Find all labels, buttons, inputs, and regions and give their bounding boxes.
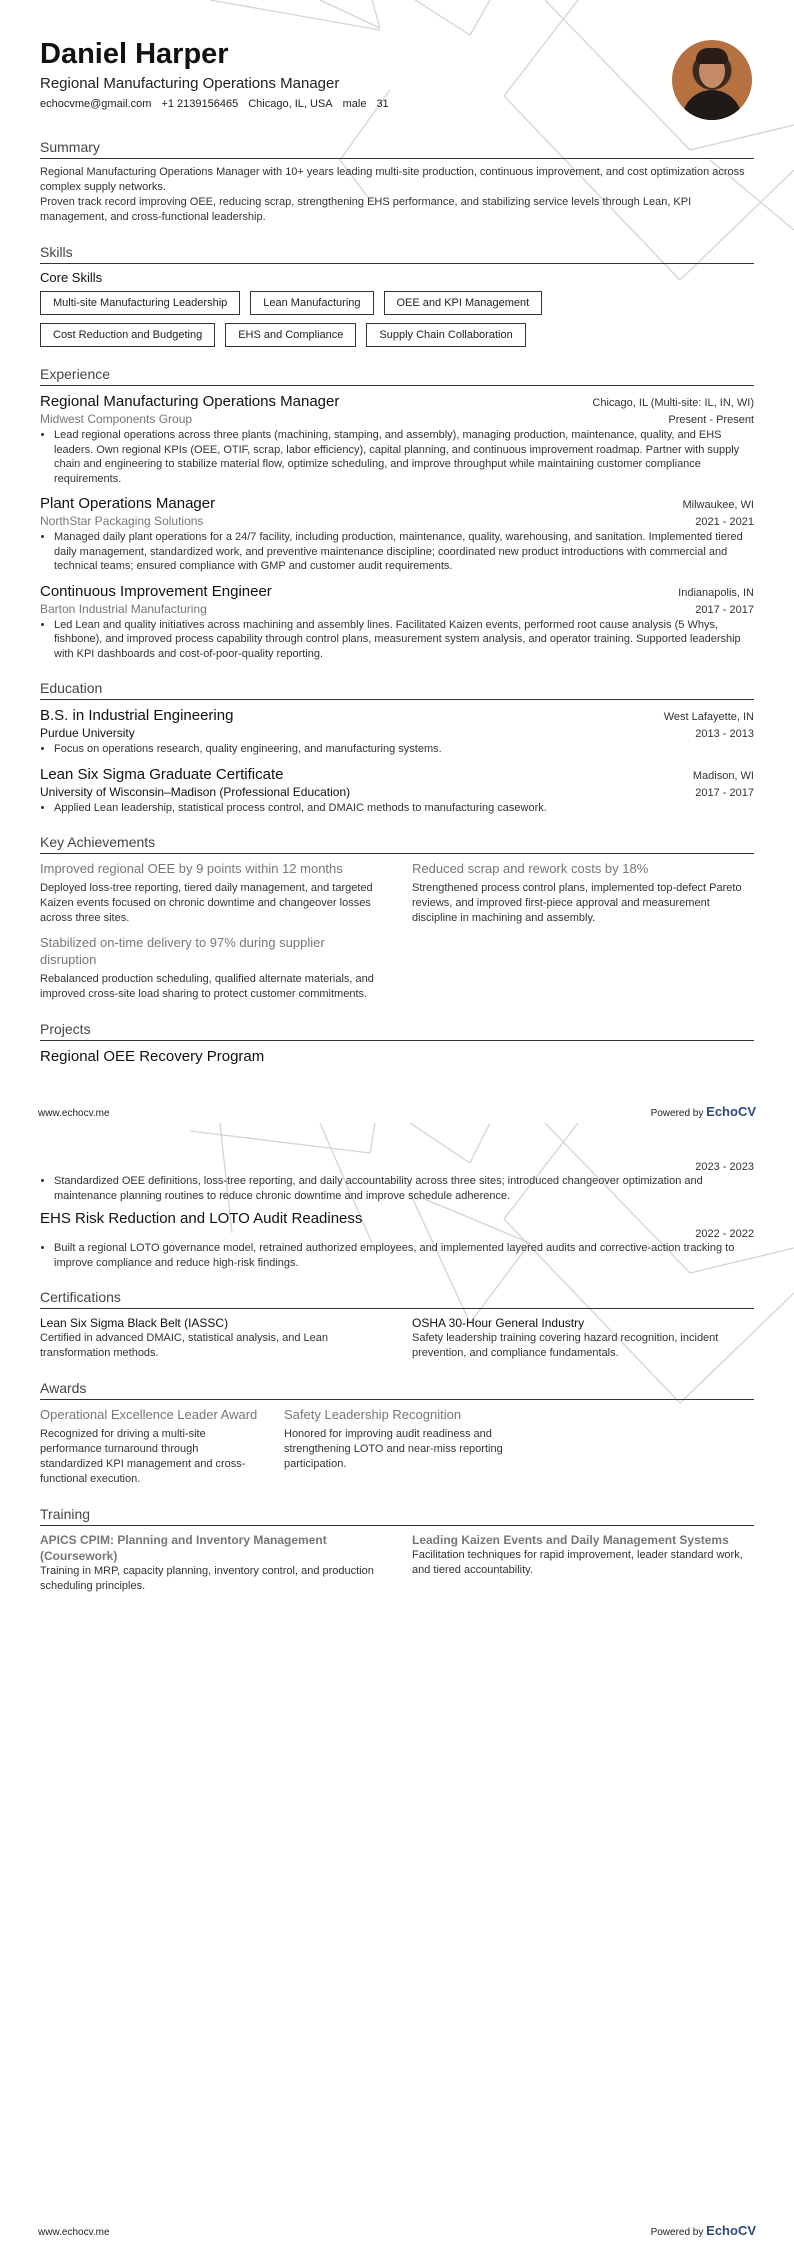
skills-section: [40, 243, 754, 347]
candidate-name: Daniel Harper: [40, 38, 229, 70]
job-dates: 2017 - 2017: [695, 603, 754, 616]
training-name: APICS CPIM: Planning and Inventory Management (Coursework): [40, 1533, 327, 1563]
project-bullet: • Standardized OEE definitions, loss-tree reporting, and daily accountability across three sites; introduced changeover optimization and maintenance planning routines to reduce chronic downtime and improve schedule adherence.: [54, 1174, 754, 1203]
footer-powered-label: Powered by: [650, 1108, 704, 1119]
achievement-title: Improved regional OEE by 9 points within 12 months: [40, 861, 343, 876]
award-description: Honored for improving audit readiness and strengthening LOTO and near-miss reporting participation.: [284, 1428, 503, 1470]
project-name: Regional OEE Recovery Program: [40, 1048, 265, 1065]
training-item: [412, 1532, 754, 1594]
certification-name: Lean Six Sigma Black Belt (IASSC): [40, 1316, 229, 1330]
candidate-headline: Regional Manufacturing Operations Manager: [40, 75, 340, 92]
education-entry: [40, 706, 754, 757]
company-name: NorthStar Packaging Solutions: [40, 514, 204, 528]
achievement-item: [40, 934, 382, 1002]
job-title: Plant Operations Manager: [40, 495, 216, 512]
section-title: Certifications: [40, 1288, 754, 1309]
project-bullet: • Built a regional LOTO governance model, retrained authorized employees, and implemented layered audits and corrective-action tracking to improve compliance and reduce high-risk findings.: [54, 1241, 754, 1270]
project-entry: [40, 1209, 754, 1270]
education-dates: 2013 - 2013: [695, 728, 754, 740]
job-bullet: • Lead regional operations across three plants (machining, stamping, and assembly), managing production, maintenance, quality, and EHS leaders. Own regional KPIs (OEE, OTIF, scrap, labor efficiency), capital planning, and continuous improvement roadmap. Partner with supply chain and engineering to stabilize material flow, optimize scheduling, and improve throughput while maintaining customer compliance requirements.: [54, 428, 754, 486]
training-section: [40, 1505, 754, 1594]
skill-chip: Cost Reduction and Budgeting: [40, 323, 215, 347]
achievement-item: [40, 860, 382, 926]
certification-description: Safety leadership training covering hazard recognition, incident prevention, and compliance fundamentals.: [412, 1332, 719, 1359]
project-dates: 2023 - 2023: [695, 1161, 754, 1173]
brand-logo[interactable]: EchoCV: [706, 2223, 756, 2238]
skills-subtitle: Core Skills: [40, 270, 103, 285]
certifications-section: [40, 1288, 754, 1361]
achievement-title: Reduced scrap and rework costs by 18%: [412, 861, 649, 876]
education-dates: 2017 - 2017: [695, 786, 754, 799]
school-location: West Lafayette, IN: [663, 711, 754, 723]
contact-phone[interactable]: +1 2139156465: [161, 98, 239, 110]
skill-chip: EHS and Compliance: [225, 323, 356, 347]
training-item: [40, 1532, 382, 1594]
training-description: Training in MRP, capacity planning, inventory control, and production scheduling principles.: [40, 1565, 374, 1592]
experience-entry: [40, 582, 754, 662]
project-name: EHS Risk Reduction and LOTO Audit Readiness: [40, 1210, 363, 1227]
summary-paragraph: Regional Manufacturing Operations Manager with 10+ years leading multi-site production, continuous improvement, and cost optimization across complex supply networks.: [40, 166, 745, 193]
page-footer: [38, 1104, 756, 1119]
award-name: Operational Excellence Leader Award: [40, 1407, 258, 1422]
skill-chip: Supply Chain Collaboration: [366, 323, 525, 347]
summary-section: [40, 138, 754, 225]
section-title: Education: [40, 679, 754, 700]
certification-name: OSHA 30-Hour General Industry: [412, 1316, 585, 1330]
resume-content: [40, 36, 754, 1066]
skill-chip: OEE and KPI Management: [384, 291, 543, 315]
brand-logo[interactable]: EchoCV: [706, 1104, 756, 1119]
award-description: Recognized for driving a multi-site performance turnaround through standardized KPI management and cross-functional execution.: [40, 1428, 246, 1485]
certification-item: [412, 1315, 754, 1361]
job-dates: 2021 - 2021: [695, 516, 754, 528]
job-title: Regional Manufacturing Operations Manager: [40, 393, 340, 410]
project-dates: 2022 - 2022: [695, 1228, 754, 1240]
experience-entry: [40, 494, 754, 574]
footer-site-link[interactable]: www.echocv.me: [38, 2227, 110, 2238]
award-item: [284, 1406, 504, 1487]
contact-location: Chicago, IL, USA: [248, 98, 333, 110]
school-location: Madison, WI: [692, 769, 754, 782]
skill-chip: Multi-site Manufacturing Leadership: [40, 291, 240, 315]
achievement-description: Deployed loss-tree reporting, tiered daily management, and targeted Kaizen events focused on chronic downtime and changeover losses across three sites.: [40, 882, 373, 924]
job-bullet: • Managed daily plant operations for a 24/7 facility, including production, maintenance, quality, warehousing, and sanitation. Implemented tiered daily management, standardized work, and preventive maintenance discipline; coordinated new product introductions with commercial and technical teams; ensured compliance with GMP and customer audit requirements.: [54, 530, 754, 574]
company-name: Midwest Components Group: [40, 412, 193, 426]
contact-age: 31: [376, 98, 389, 110]
degree-title: B.S. in Industrial Engineering: [40, 707, 234, 724]
experience-entry: [40, 392, 754, 486]
job-location: Milwaukee, WI: [682, 499, 754, 511]
award-item: [40, 1406, 260, 1487]
resume-content: [40, 1159, 754, 1594]
school-name: University of Wisconsin–Madison (Professional Education): [40, 784, 351, 799]
education-bullet: • Focus on operations research, quality engineering, and manufacturing systems.: [54, 742, 754, 757]
projects-section: [40, 1020, 754, 1066]
education-section: [40, 679, 754, 815]
skill-chip: Lean Manufacturing: [250, 291, 373, 315]
achievement-description: Rebalanced production scheduling, qualified alternate materials, and improved cross-site load sharing to protect customer commitments.: [40, 973, 374, 1000]
education-bullet: • Applied Lean leadership, statistical process control, and DMAIC methods to manufacturing casework.: [54, 801, 754, 816]
contact-email[interactable]: echocvme@gmail.com: [40, 98, 152, 110]
job-location: Chicago, IL (Multi-site: IL, IN, WI): [592, 397, 754, 409]
training-description: Facilitation techniques for rapid improvement, leader standard work, and tiered accountability.: [412, 1549, 743, 1576]
degree-title: Lean Six Sigma Graduate Certificate: [40, 765, 284, 783]
summary-paragraph: Proven track record improving OEE, reducing scrap, strengthening EHS performance, and stabilizing service levels through Lean, KPI management, and cross-functional leadership.: [40, 196, 692, 223]
achievements-section: [40, 833, 754, 1002]
section-title: Training: [40, 1505, 754, 1526]
job-location: Indianapolis, IN: [678, 586, 754, 599]
experience-section: [40, 365, 754, 661]
training-name: Leading Kaizen Events and Daily Management Systems: [412, 1533, 729, 1547]
awards-section: [40, 1379, 754, 1487]
page-footer: [38, 2223, 756, 2238]
school-name: Purdue University: [40, 726, 135, 740]
achievement-title: Stabilized on-time delivery to 97% during supplier disruption: [40, 935, 325, 967]
footer-powered-label: Powered by: [650, 2227, 704, 2238]
job-dates: Present - Present: [668, 414, 754, 426]
job-bullet: • Led Lean and quality initiatives across machining and assembly lines. Facilitated Kaizen events, performed root cause analysis (5 Whys, fishbone), and improved process capability through control plans, measurement system analysis, and operator training. Supported leadership with KPI dashboards and cost-of-poor-quality reporting.: [54, 618, 754, 662]
company-name: Barton Industrial Manufacturing: [40, 601, 207, 616]
achievement-item: [412, 860, 754, 926]
achievement-description: Strengthened process control plans, implemented top-defect Pareto reviews, and improved first-piece approval and measurement discipline in machining and assembly.: [412, 882, 742, 924]
certification-description: Certified in advanced DMAIC, statistical analysis, and Lean transformation methods.: [40, 1332, 328, 1359]
job-title: Continuous Improvement Engineer: [40, 582, 272, 600]
section-title: Awards: [40, 1379, 754, 1400]
contact-line: [40, 98, 754, 110]
section-title: Summary: [40, 138, 754, 159]
section-title: Projects: [40, 1020, 754, 1041]
resume-page-2: [0, 1123, 794, 2246]
contact-gender: male: [342, 98, 367, 110]
education-entry: [40, 765, 754, 816]
certification-item: [40, 1315, 382, 1361]
award-name: Safety Leadership Recognition: [284, 1407, 462, 1422]
section-title: Experience: [40, 365, 754, 386]
skills-chip-list: [40, 291, 580, 347]
footer-site-link[interactable]: www.echocv.me: [38, 1108, 110, 1119]
section-title: Key Achievements: [40, 833, 754, 854]
section-title: Skills: [40, 243, 754, 264]
